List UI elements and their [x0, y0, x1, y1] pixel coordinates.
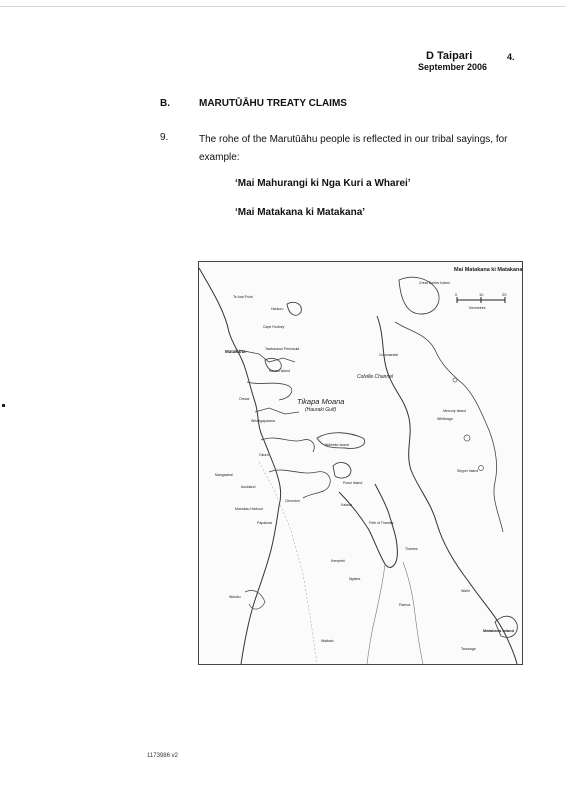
label-paeroa: Paeroa [399, 603, 411, 607]
label-okura: Okura [259, 453, 269, 457]
label-clevedon: Clevedon [285, 499, 300, 503]
label-coromandel: Coromandel [379, 353, 399, 357]
label-thames: Thames [405, 547, 418, 551]
label-matakana-island: Matakana Island [483, 628, 514, 633]
label-mangawhai: Mangawhai [215, 473, 233, 477]
label-whangaparaoa: Whangaparaoa [251, 419, 275, 423]
scale-tick-0: 0 [455, 292, 458, 297]
scale-tick-10: 10 [479, 292, 484, 297]
label-ponui: Ponui Island [343, 481, 363, 485]
label-waikato: Waikato [321, 639, 334, 643]
top-rule [0, 6, 566, 7]
paragraph-number: 9. [160, 132, 169, 143]
label-ngatea: Ngatea [349, 577, 361, 581]
label-great-barrier: Great Barrier Island [419, 281, 450, 285]
scale-unit: Kilometres [469, 306, 486, 310]
paragraph-text: The rohe of the Marutūāhu people is reflected in our tribal sayings, for example: [199, 134, 508, 163]
scan-mark [2, 404, 5, 407]
label-slipper: Slipper Island [457, 469, 479, 473]
document-reference: 1173986 v2 [147, 753, 178, 759]
label-waiuku: Waiuku [229, 595, 241, 599]
label-waihi: Waihi [461, 589, 470, 593]
label-tawharanui: Tawharanui Peninsula [265, 347, 300, 351]
label-matakana: Matakana [225, 349, 246, 354]
label-kerepehi: Kerepehi [331, 559, 346, 563]
label-tauranga: Tauranga [461, 647, 476, 651]
label-orewa: Orewa [239, 397, 250, 401]
label-cape-rodney: Cape Rodney [263, 325, 285, 329]
tribal-saying-2: ‘Mai Matakana ki Matakana’ [235, 207, 366, 218]
header-date: September 2006 [418, 62, 488, 72]
map-title: Mai Matakana ki Matakana [454, 267, 522, 273]
label-te-arai: Te Arai Point [233, 295, 253, 299]
label-kaiaua: Kaiaua [341, 503, 352, 507]
rohe-map [198, 261, 523, 665]
label-firth: Firth of Thames [369, 521, 394, 525]
header-name: D Taipari [426, 50, 473, 62]
sea-sublabel: (Hauraki Gulf) [305, 407, 337, 413]
page-number: 4. [507, 52, 515, 62]
label-mercury: Mercury Island [443, 409, 466, 413]
sea-label: Tikapa Moana [297, 397, 345, 406]
map-drawing [199, 262, 522, 664]
label-auckland: Auckland [241, 485, 256, 489]
section-letter: B. [160, 98, 170, 109]
label-manukau: Manukau Harbour [235, 507, 264, 511]
label-hauturu: Hauturu [271, 307, 284, 311]
scale-tick-20: 20 [502, 292, 507, 297]
label-whitianga: Whitianga [437, 417, 453, 421]
label-colville: Colville Channel [357, 374, 394, 380]
label-kawau: Kawau Island [269, 369, 291, 373]
label-papakura: Papakura [257, 521, 272, 525]
label-waiheke: Waiheke Island [325, 443, 349, 447]
section-title: MARUTŪĀHU TREATY CLAIMS [199, 98, 347, 109]
tribal-saying-1: ‘Mai Mahurangi ki Nga Kuri a Wharei’ [235, 178, 411, 189]
